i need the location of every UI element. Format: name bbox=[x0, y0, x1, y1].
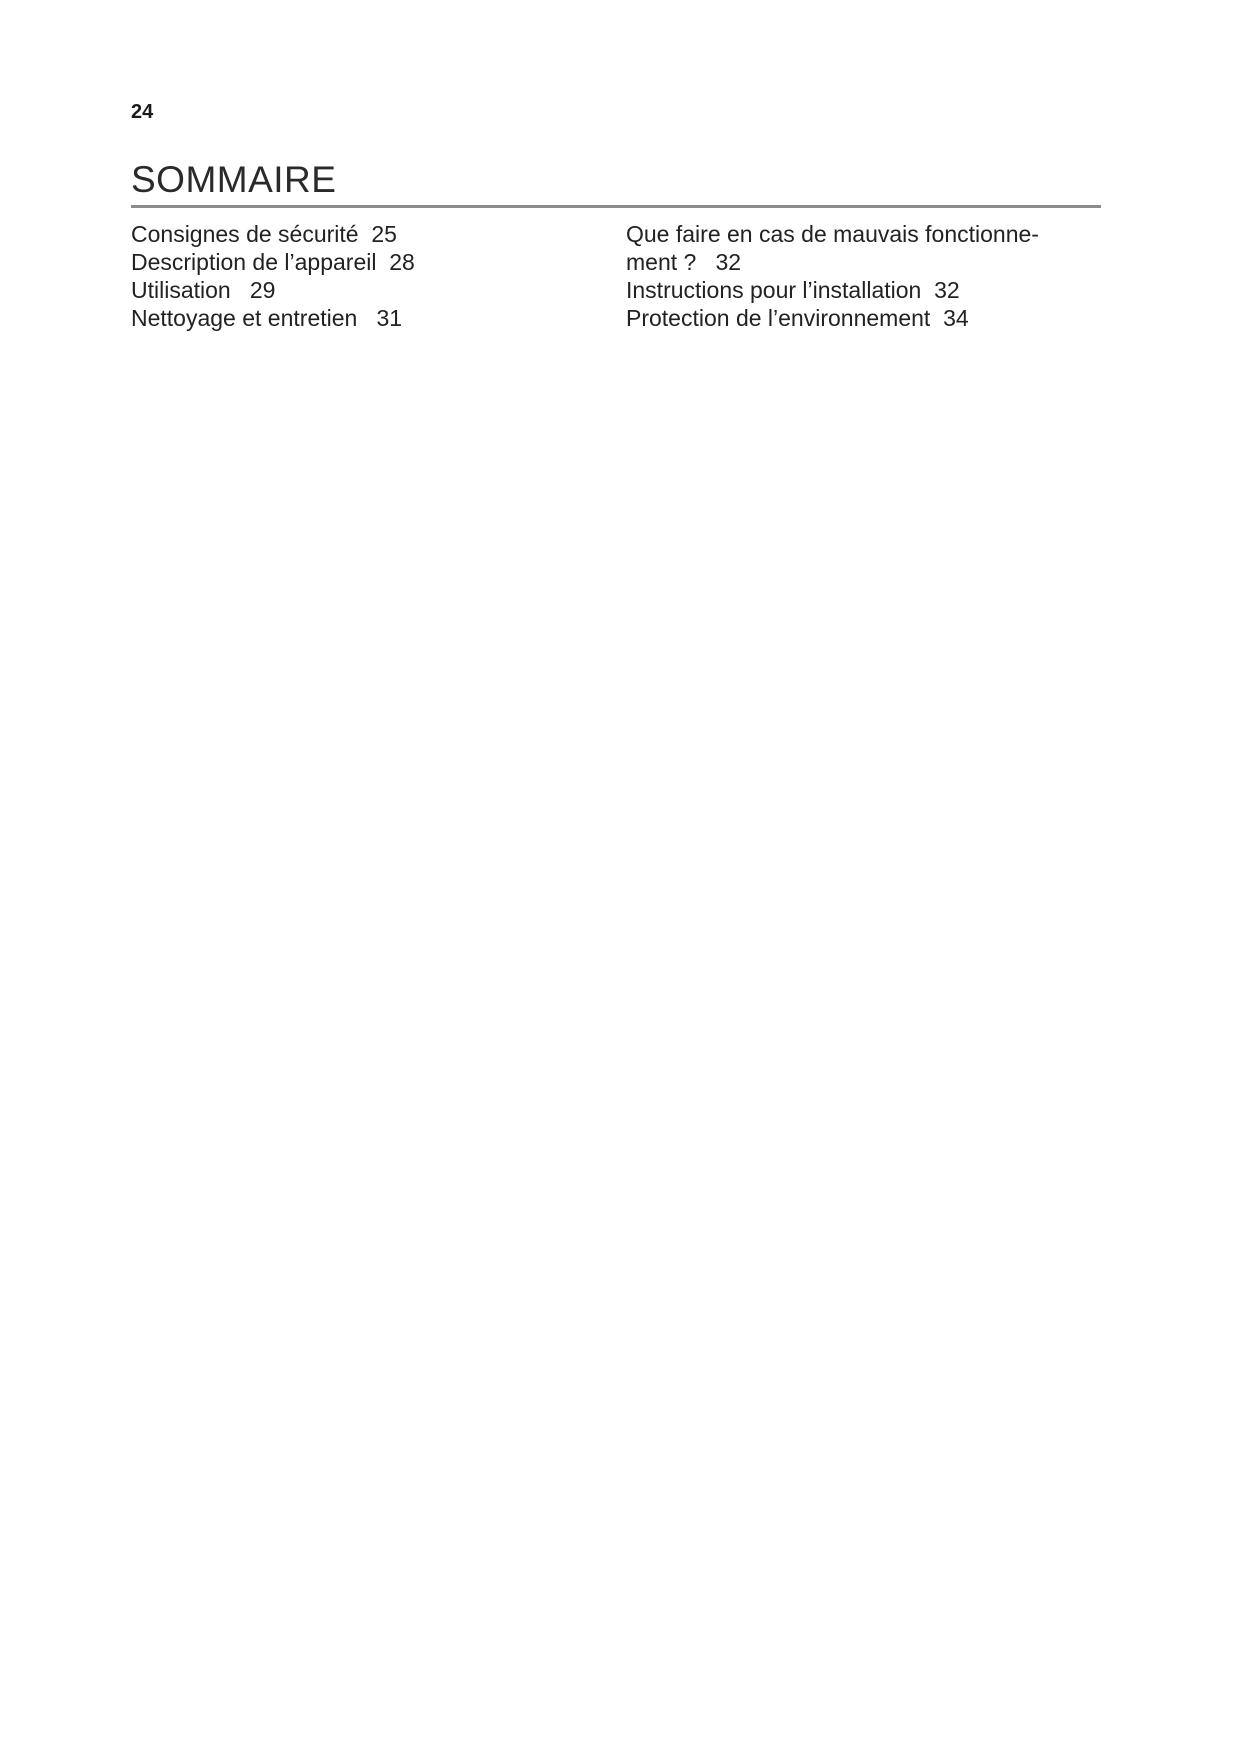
toc-right-column bbox=[626, 220, 1101, 332]
toc-left-column bbox=[131, 220, 591, 332]
toc-entry-description[interactable]: Description de l’appareil 28 bbox=[131, 249, 415, 275]
toc-entry-installation[interactable]: Instructions pour l’installation 32 bbox=[626, 277, 960, 303]
toc-entry-cleaning[interactable]: Nettoyage et entretien 31 bbox=[131, 305, 403, 331]
page-title: SOMMAIRE bbox=[131, 159, 337, 200]
toc-entry-safety[interactable]: Consignes de sécurité 25 bbox=[131, 221, 397, 247]
toc-entry-troubleshooting[interactable]: Que faire en cas de mauvais fonctionne- ment ? 32 bbox=[626, 221, 1039, 275]
page-number: 24 bbox=[131, 101, 154, 123]
toc-entry-usage[interactable]: Utilisation 29 bbox=[131, 277, 276, 303]
title-rule bbox=[131, 205, 1101, 208]
toc-entry-environment[interactable]: Protection de l’environnement 34 bbox=[626, 305, 969, 331]
